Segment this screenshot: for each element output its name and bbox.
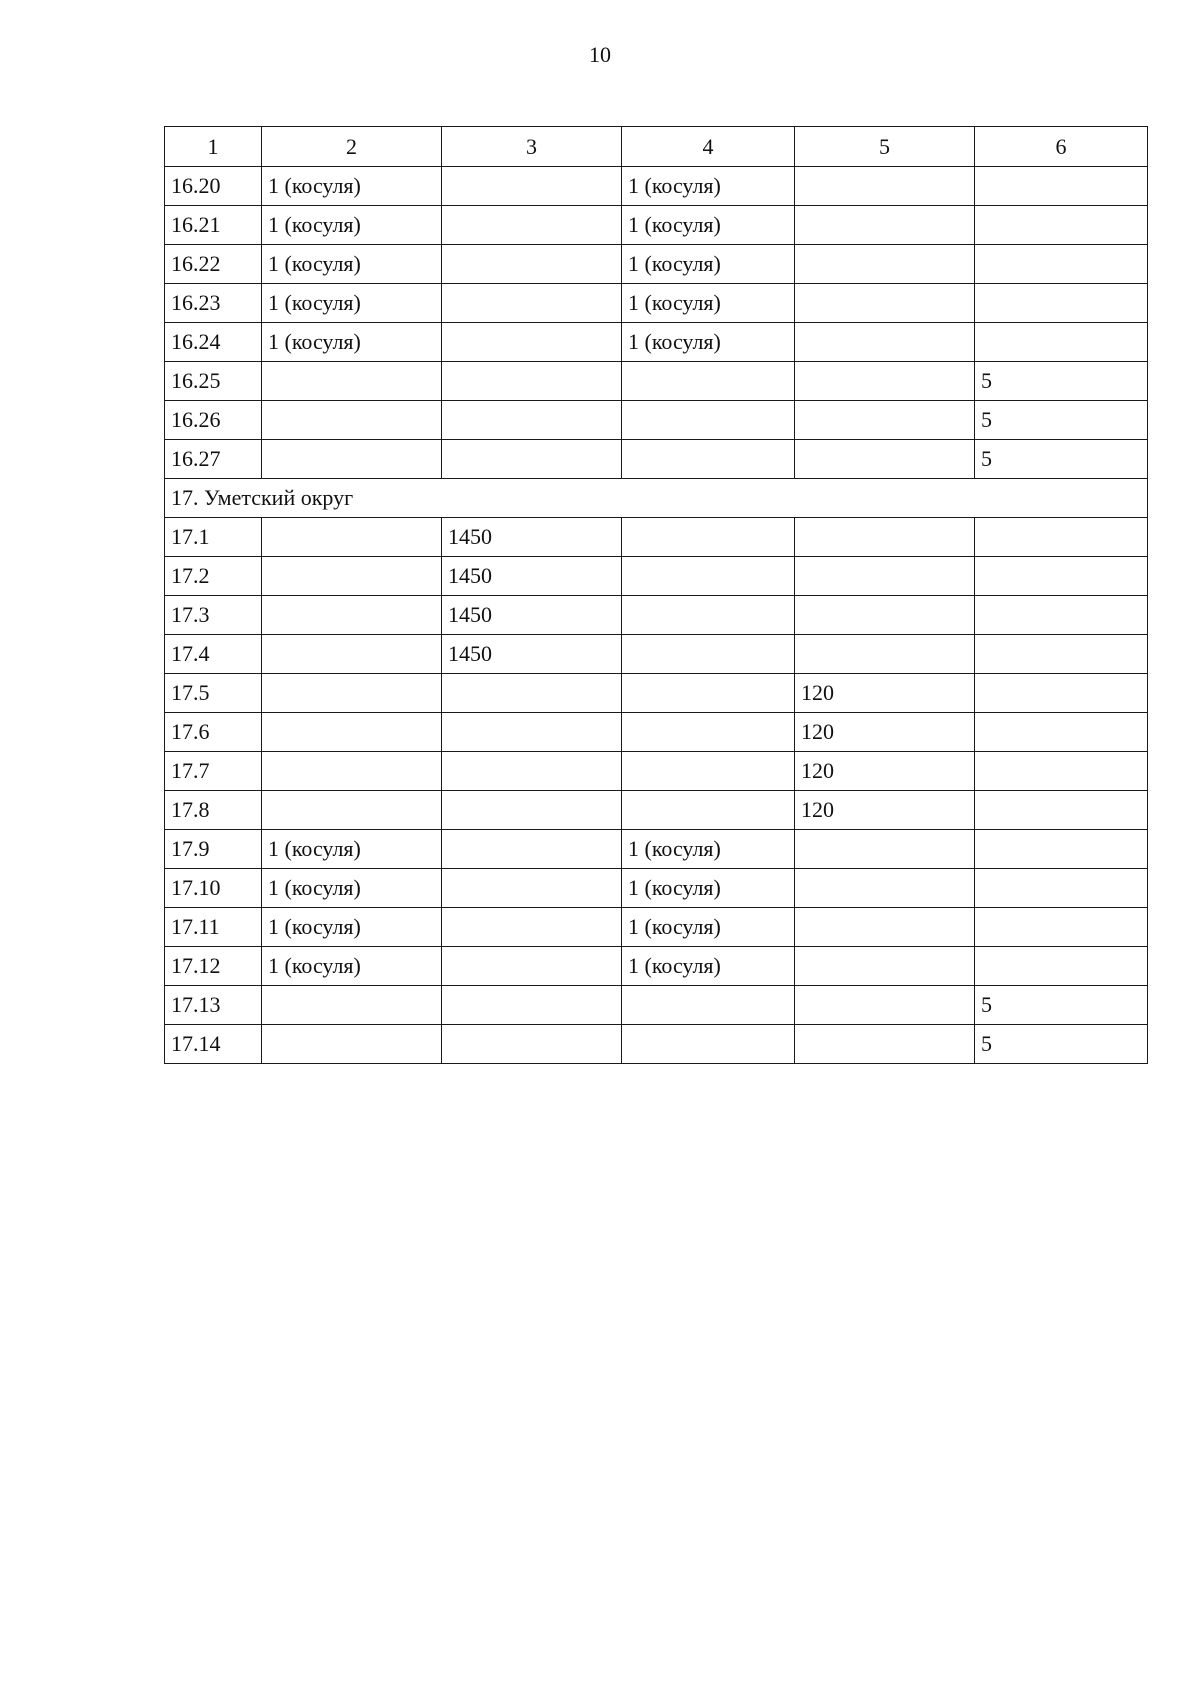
page-number: 10 bbox=[589, 42, 611, 67]
header-cell-4: 4 bbox=[622, 127, 795, 167]
table-cell-col-3 bbox=[442, 752, 622, 791]
table-row bbox=[165, 674, 1148, 713]
header-cell-5: 5 bbox=[795, 127, 975, 167]
table-cell-col-4: 1 (косуля) bbox=[622, 284, 795, 323]
table-row bbox=[165, 596, 1148, 635]
quota-table bbox=[164, 126, 1148, 1064]
table-cell-col-1: 17.1 bbox=[165, 518, 262, 557]
table-cell-col-6 bbox=[975, 596, 1148, 635]
table-cell-col-1: 17.11 bbox=[165, 908, 262, 947]
table-row bbox=[165, 245, 1148, 284]
table-cell-col-5 bbox=[795, 440, 975, 479]
table-cell-col-4 bbox=[622, 440, 795, 479]
table-cell-col-1: 16.22 bbox=[165, 245, 262, 284]
table-cell-col-4: 1 (косуля) bbox=[622, 245, 795, 284]
table-cell-col-6 bbox=[975, 908, 1148, 947]
table-cell-col-3 bbox=[442, 245, 622, 284]
table-cell-col-6 bbox=[975, 167, 1148, 206]
header-cell-2: 2 bbox=[262, 127, 442, 167]
table-cell-col-5: 120 bbox=[795, 791, 975, 830]
table-cell-col-1: 17.7 bbox=[165, 752, 262, 791]
table-cell-col-2: 1 (косуля) bbox=[262, 869, 442, 908]
table-cell-col-3 bbox=[442, 167, 622, 206]
table-cell-col-6 bbox=[975, 830, 1148, 869]
table-cell-col-1: 17.8 bbox=[165, 791, 262, 830]
table-row bbox=[165, 206, 1148, 245]
table-row bbox=[165, 440, 1148, 479]
table-cell-col-6 bbox=[975, 323, 1148, 362]
table-cell-col-5 bbox=[795, 596, 975, 635]
table-row bbox=[165, 752, 1148, 791]
table-cell-col-6 bbox=[975, 713, 1148, 752]
table-cell-col-5: 120 bbox=[795, 713, 975, 752]
table-cell-col-5 bbox=[795, 908, 975, 947]
table-cell-col-1: 17.14 bbox=[165, 1025, 262, 1064]
table-cell-col-3 bbox=[442, 440, 622, 479]
table-cell-col-1: 17.3 bbox=[165, 596, 262, 635]
table-cell-col-2 bbox=[262, 1025, 442, 1064]
table-cell-col-1: 17.4 bbox=[165, 635, 262, 674]
table-cell-col-2: 1 (косуля) bbox=[262, 284, 442, 323]
table-row bbox=[165, 713, 1148, 752]
table-cell-col-5 bbox=[795, 869, 975, 908]
table-cell-col-5 bbox=[795, 518, 975, 557]
table-cell-col-2 bbox=[262, 791, 442, 830]
table-cell-col-5: 120 bbox=[795, 752, 975, 791]
header-cell-6: 6 bbox=[975, 127, 1148, 167]
table-cell-col-2 bbox=[262, 596, 442, 635]
table-cell-col-1: 16.20 bbox=[165, 167, 262, 206]
table-cell-col-4 bbox=[622, 674, 795, 713]
table-cell-col-2 bbox=[262, 440, 442, 479]
table-cell-col-5 bbox=[795, 986, 975, 1025]
table-cell-col-6: 5 bbox=[975, 1025, 1148, 1064]
table-cell-col-6 bbox=[975, 674, 1148, 713]
table-cell-col-4 bbox=[622, 752, 795, 791]
table-row bbox=[165, 518, 1148, 557]
table-cell-col-5 bbox=[795, 635, 975, 674]
table-cell-col-6 bbox=[975, 869, 1148, 908]
section-title: 17. Уметский округ bbox=[165, 479, 1148, 518]
table-header bbox=[165, 127, 1148, 167]
table-cell-col-2: 1 (косуля) bbox=[262, 323, 442, 362]
table-cell-col-4 bbox=[622, 1025, 795, 1064]
table-cell-col-4 bbox=[622, 713, 795, 752]
table-cell-col-5 bbox=[795, 284, 975, 323]
table-cell-col-3 bbox=[442, 1025, 622, 1064]
table-cell-col-4 bbox=[622, 986, 795, 1025]
table-cell-col-2: 1 (косуля) bbox=[262, 908, 442, 947]
table-cell-col-5 bbox=[795, 362, 975, 401]
table-cell-col-4: 1 (косуля) bbox=[622, 869, 795, 908]
table-cell-col-2 bbox=[262, 518, 442, 557]
table-cell-col-6: 5 bbox=[975, 401, 1148, 440]
table-row bbox=[165, 635, 1148, 674]
table-cell-col-4 bbox=[622, 791, 795, 830]
table-cell-col-3: 1450 bbox=[442, 596, 622, 635]
table-cell-col-1: 17.6 bbox=[165, 713, 262, 752]
table-cell-col-4 bbox=[622, 557, 795, 596]
table-cell-col-4 bbox=[622, 518, 795, 557]
table-cell-col-2: 1 (косуля) bbox=[262, 167, 442, 206]
table-cell-col-3: 1450 bbox=[442, 557, 622, 596]
table-cell-col-6 bbox=[975, 518, 1148, 557]
table-cell-col-2 bbox=[262, 401, 442, 440]
table-cell-col-6 bbox=[975, 791, 1148, 830]
table-cell-col-2 bbox=[262, 362, 442, 401]
table-body bbox=[165, 167, 1148, 1064]
table-row bbox=[165, 284, 1148, 323]
table-cell-col-3 bbox=[442, 947, 622, 986]
table-cell-col-2 bbox=[262, 986, 442, 1025]
table-cell-col-2: 1 (косуля) bbox=[262, 206, 442, 245]
table-row bbox=[165, 947, 1148, 986]
table-cell-col-5 bbox=[795, 323, 975, 362]
table-cell-col-2: 1 (косуля) bbox=[262, 947, 442, 986]
table-cell-col-2 bbox=[262, 713, 442, 752]
table-cell-col-2 bbox=[262, 635, 442, 674]
table-cell-col-6 bbox=[975, 206, 1148, 245]
table-cell-col-3 bbox=[442, 908, 622, 947]
table-cell-col-5 bbox=[795, 206, 975, 245]
section-row bbox=[165, 479, 1148, 518]
table-row bbox=[165, 908, 1148, 947]
table-cell-col-5 bbox=[795, 167, 975, 206]
table-cell-col-3 bbox=[442, 284, 622, 323]
table-row bbox=[165, 362, 1148, 401]
table-cell-col-6 bbox=[975, 947, 1148, 986]
table-cell-col-3 bbox=[442, 323, 622, 362]
table-cell-col-1: 16.25 bbox=[165, 362, 262, 401]
table-cell-col-4: 1 (косуля) bbox=[622, 206, 795, 245]
table-cell-col-4 bbox=[622, 635, 795, 674]
table-cell-col-6 bbox=[975, 245, 1148, 284]
table-row bbox=[165, 167, 1148, 206]
table-row bbox=[165, 323, 1148, 362]
table-cell-col-5 bbox=[795, 401, 975, 440]
table-cell-col-6 bbox=[975, 635, 1148, 674]
table-cell-col-2: 1 (косуля) bbox=[262, 245, 442, 284]
table-row bbox=[165, 791, 1148, 830]
table-cell-col-4: 1 (косуля) bbox=[622, 323, 795, 362]
table-cell-col-1: 17.5 bbox=[165, 674, 262, 713]
table-cell-col-6 bbox=[975, 752, 1148, 791]
table-cell-col-1: 17.9 bbox=[165, 830, 262, 869]
table-row bbox=[165, 557, 1148, 596]
table-cell-col-3 bbox=[442, 713, 622, 752]
table-cell-col-3: 1450 bbox=[442, 635, 622, 674]
table-cell-col-1: 17.13 bbox=[165, 986, 262, 1025]
table-cell-col-3 bbox=[442, 791, 622, 830]
table-cell-col-5 bbox=[795, 947, 975, 986]
table-cell-col-6: 5 bbox=[975, 440, 1148, 479]
table-cell-col-4: 1 (косуля) bbox=[622, 830, 795, 869]
table-cell-col-3 bbox=[442, 869, 622, 908]
table-cell-col-4 bbox=[622, 362, 795, 401]
table-cell-col-6 bbox=[975, 557, 1148, 596]
table-cell-col-2 bbox=[262, 557, 442, 596]
table-cell-col-2 bbox=[262, 674, 442, 713]
table-cell-col-3 bbox=[442, 830, 622, 869]
table-cell-col-5: 120 bbox=[795, 674, 975, 713]
table-cell-col-4 bbox=[622, 401, 795, 440]
table-row bbox=[165, 986, 1148, 1025]
table-cell-col-4: 1 (косуля) bbox=[622, 947, 795, 986]
table-cell-col-1: 17.2 bbox=[165, 557, 262, 596]
table-row bbox=[165, 869, 1148, 908]
table-cell-col-3 bbox=[442, 401, 622, 440]
table-row bbox=[165, 401, 1148, 440]
table-cell-col-1: 16.27 bbox=[165, 440, 262, 479]
table-cell-col-3 bbox=[442, 674, 622, 713]
table-cell-col-6: 5 bbox=[975, 986, 1148, 1025]
table-cell-col-5 bbox=[795, 830, 975, 869]
table-cell-col-2: 1 (косуля) bbox=[262, 830, 442, 869]
table-cell-col-1: 16.26 bbox=[165, 401, 262, 440]
table-row bbox=[165, 1025, 1148, 1064]
table-cell-col-1: 17.10 bbox=[165, 869, 262, 908]
table-cell-col-5 bbox=[795, 245, 975, 284]
table-cell-col-3 bbox=[442, 986, 622, 1025]
table-cell-col-3 bbox=[442, 362, 622, 401]
table-cell-col-5 bbox=[795, 557, 975, 596]
header-cell-3: 3 bbox=[442, 127, 622, 167]
table-cell-col-4: 1 (косуля) bbox=[622, 167, 795, 206]
header-cell-1: 1 bbox=[165, 127, 262, 167]
table-cell-col-5 bbox=[795, 1025, 975, 1064]
table-cell-col-1: 17.12 bbox=[165, 947, 262, 986]
table-cell-col-1: 16.21 bbox=[165, 206, 262, 245]
table-row bbox=[165, 830, 1148, 869]
table-cell-col-4 bbox=[622, 596, 795, 635]
table-cell-col-3 bbox=[442, 206, 622, 245]
table-cell-col-1: 16.24 bbox=[165, 323, 262, 362]
table-cell-col-6: 5 bbox=[975, 362, 1148, 401]
table-cell-col-2 bbox=[262, 752, 442, 791]
table-cell-col-1: 16.23 bbox=[165, 284, 262, 323]
table-cell-col-4: 1 (косуля) bbox=[622, 908, 795, 947]
table-cell-col-3: 1450 bbox=[442, 518, 622, 557]
table-cell-col-6 bbox=[975, 284, 1148, 323]
header-row bbox=[165, 127, 1148, 167]
